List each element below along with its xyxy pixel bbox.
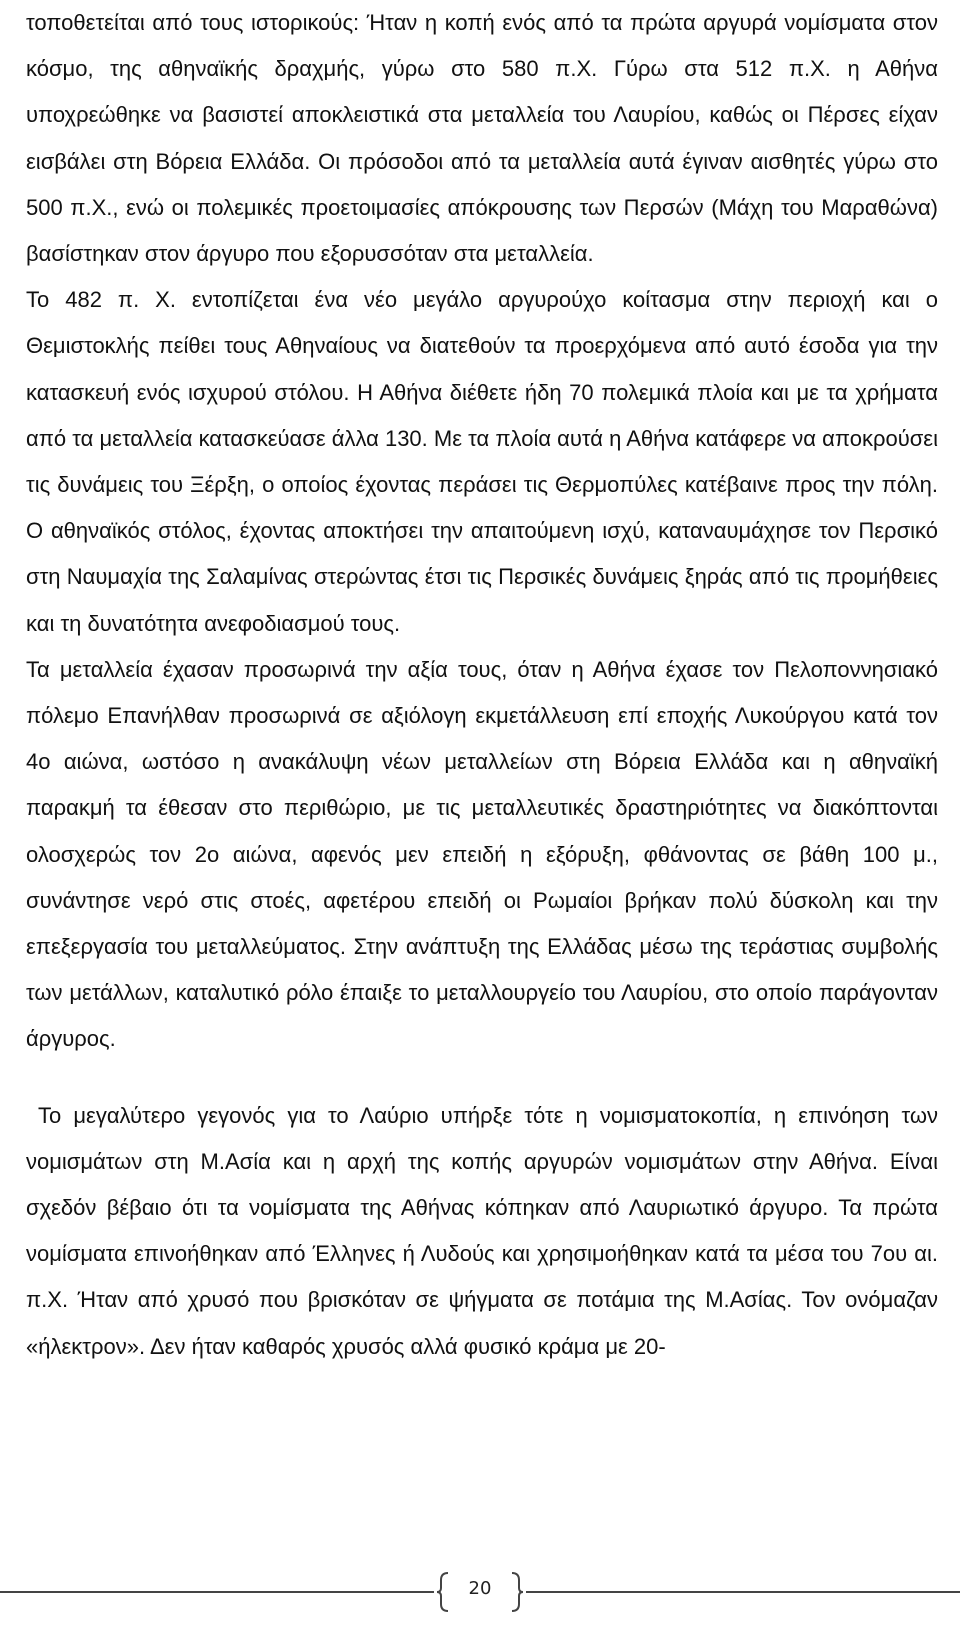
page-footer <box>0 1572 960 1612</box>
footer-rule-right <box>526 1591 960 1593</box>
left-brace-icon <box>436 1572 450 1612</box>
right-brace-icon <box>510 1572 524 1612</box>
footer-rule-left <box>0 1591 434 1593</box>
paragraph: Τα μεταλλεία έχασαν προσωρινά την αξία τους, όταν η Αθήνα έχασε τον Πελοποννησιακό πόλεμο Επανήλθαν προσωρινά σε αξιόλογη εκμετάλλευση επί εποχής Λυκούργου κατά τον 4ο αιώνα, ωστόσο η ανακάλυψη νέων μεταλλείων στη Βόρεια Ελλάδα και η αθηναϊκή παρακμή τα έθεσαν στο περιθώριο, με τις μεταλλευτικές δραστηριότητες να διακόπτονται ολοσχερώς τον 2ο αιώνα, αφενός μεν επειδή η εξόρυξη, φθάνοντας σε βάθη 100 μ., συνάντησε νερό στις στοές, αφετέρου επειδή οι Ρωμαίοι βρήκαν πολύ δύσκολη και την επεξεργασία του μεταλλεύματος. Στην ανάπτυξη της Ελλάδας μέσω της τεράστιας συμβολής των μετάλλων, καταλυτικό ρόλο έπαιξε το μεταλλουργείο του Λαυρίου, στο οποίο παράγονταν άργυρος. <box>26 656 938 1052</box>
paragraph: Το 482 π. Χ. εντοπίζεται ένα νέο μεγάλο αργυρούχο κοίτασμα στην περιοχή και ο Θεμιστοκλής πείθει τους Αθηναίους να διατεθούν τα προερχόμενα από αυτό έσοδα για την κατασκευή ενός ισχυρού στόλου. Η Αθήνα διέθετε ήδη 70 πολεμικά πλοία και με τα χρήματα από τα μεταλλεία κατασκεύασε άλλα 130. Με τα πλοία αυτά η Αθήνα κατάφερε να αποκρούσει τις δυνάμεις του Ξέρξη, ο οποίος έχοντας περάσει τις Θερμοπύλες κατέβαινε προς την πόλη. Ο αθηναϊκός στόλος, έχοντας αποκτήσει την απαιτούμενη ισχύ, καταναυμάχησε τον Περσικό στη Ναυμαχία της Σαλαμίνας στερώντας έτσι τις Περσικές δυνάμεις ξηράς από τις προμήθειες και τη δυνατότητα ανεφοδιασμού τους. <box>26 287 938 636</box>
paragraph: τοποθετείται από τους ιστορικούς: Ήταν η κοπή ενός από τα πρώτα αργυρά νομίσματα στον κόσμο, της αθηναϊκής δραχμής, γύρω στο 580 π.Χ. Γύρω στα 512 π.Χ. η Αθήνα υποχρεώθηκε να βασιστεί αποκλειστικά στα μεταλλεία του Λαυρίου, καθώς οι Πέρσες είχαν εισβάλει στη Βόρεια Ελλάδα. Οι πρόσοδοι από τα μεταλλεία αυτά έγιναν αισθητές γύρω στο 500 π.Χ., ενώ οι πολεμικές προετοιμασίες απόκρουσης των Περσών (Μάχη του Μαραθώνα) βασίστηκαν στον άργυρο που εξορυσσόταν στα μεταλλεία. <box>26 10 938 267</box>
body-text <box>26 0 938 1370</box>
paragraph: Το μεγαλύτερο γεγονός για το Λαύριο υπήρξε τότε η νομισματοκοπία, η επινόηση των νομισμάτων στη Μ.Ασία και η αρχή της κοπής αργυρών νομισμάτων στην Αθήνα. Είναι σχεδόν βέβαιο ότι τα νομίσματα της Αθήνας κόπηκαν από Λαυριωτικό άργυρο. Τα πρώτα νομίσματα επινοήθηκαν από Έλληνες ή Λυδούς και χρησιμοήθηκαν κατά τα μέσα του 7ου αι. π.Χ. Ήταν από χρυσό που βρισκόταν σε ψήγματα σε ποτάμια της Μ.Ασίας. Τον ονόμαζαν «ήλεκτρον». Δεν ήταν καθαρός χρυσός αλλά φυσικό κράμα με 20- <box>26 1102 938 1359</box>
page-number: 20 <box>468 1578 492 1599</box>
